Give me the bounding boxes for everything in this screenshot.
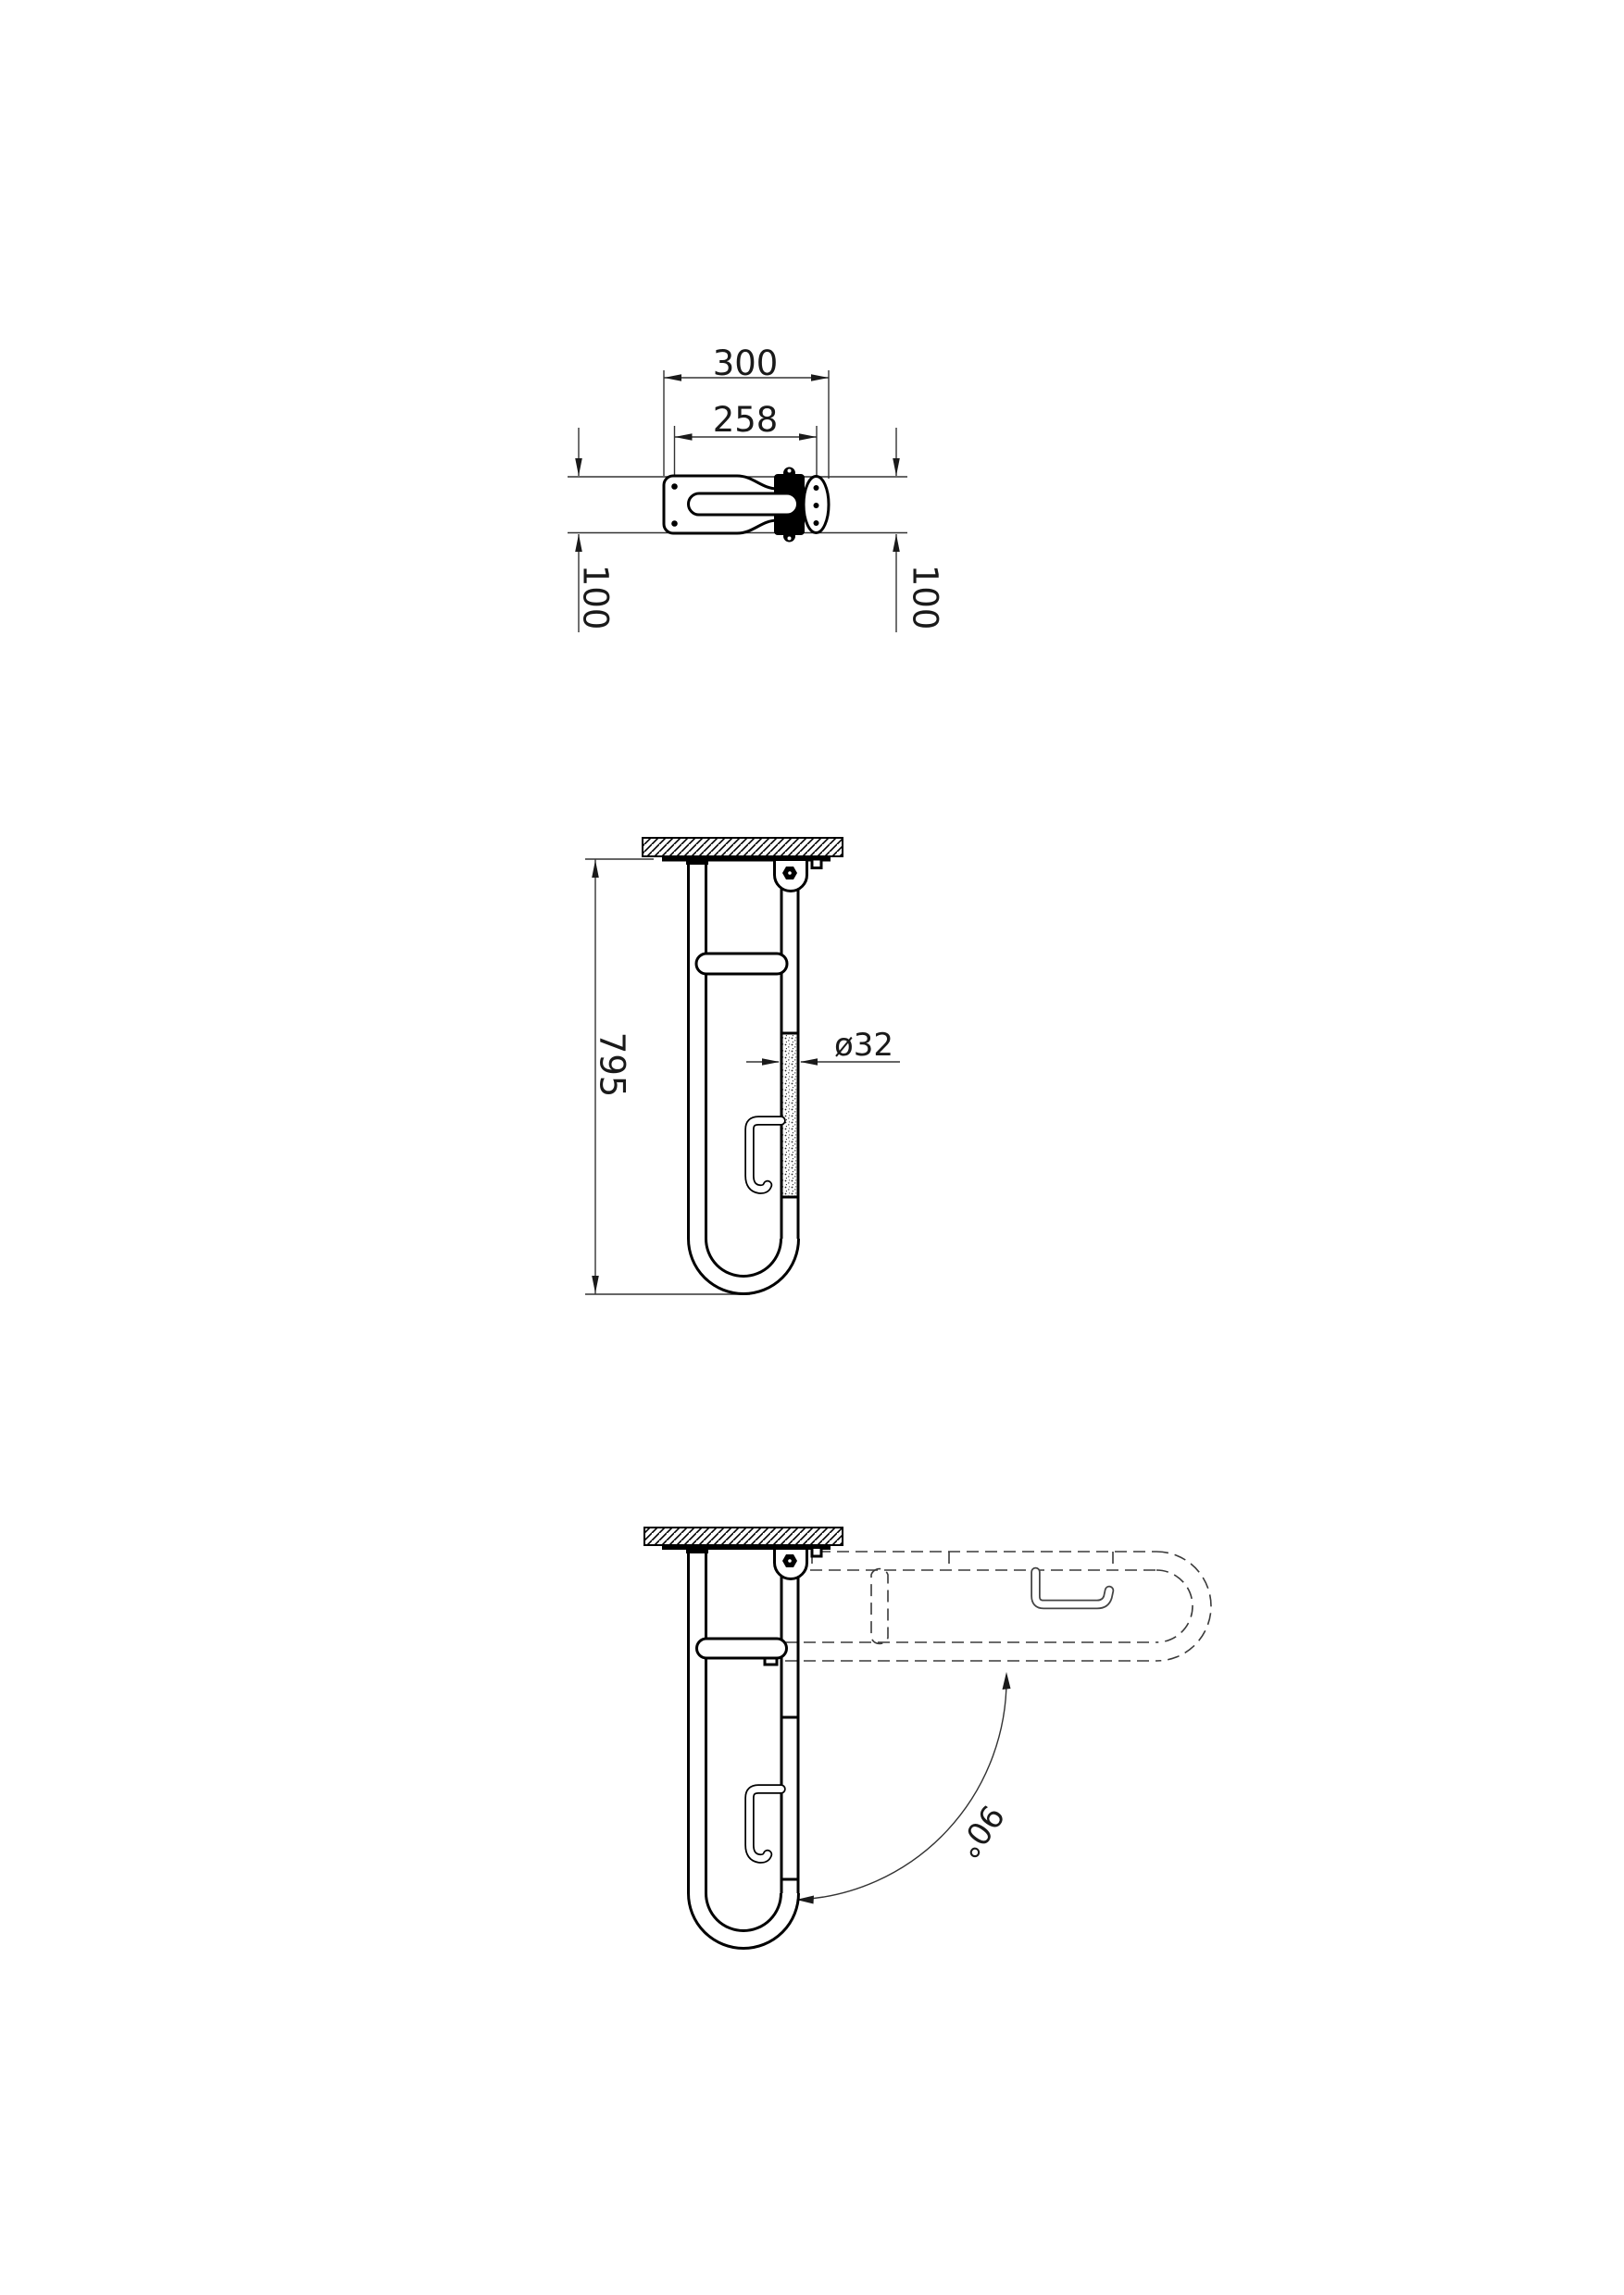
front-view-tubes — [689, 861, 799, 1294]
swing-view-ghost-hook — [1036, 1572, 1110, 1604]
swing-view-wall — [644, 1528, 843, 1545]
front-view-crossbar — [696, 954, 787, 974]
front-view-knurl-section — [781, 1033, 798, 1197]
top-view-width-label: 300 — [712, 343, 779, 383]
top-view-hinge-ear-dot-top — [788, 469, 792, 473]
swing-view-paper-hook — [750, 1790, 781, 1859]
front-view-paper-hook — [750, 1121, 781, 1190]
front-view-height-label: 795 — [592, 1031, 632, 1098]
front-view-folded — [585, 838, 900, 1294]
swing-view — [644, 1528, 1211, 1949]
swing-view-rotation-arc — [796, 1672, 1011, 1904]
swing-view-ghost-bar — [785, 1552, 1211, 1661]
top-view-inner-width-label: 258 — [712, 400, 779, 440]
top-view-slot — [689, 493, 798, 515]
swing-view-tubes — [689, 1550, 799, 1949]
swing-view-ghost-crossbar — [871, 1569, 888, 1644]
top-view-plate-hole-bottom — [814, 520, 819, 526]
top-view-plate-hole-top — [814, 485, 819, 491]
top-view-hinge-ear-dot-bottom — [788, 537, 792, 541]
swing-view-angle-label: 90° — [948, 1797, 1011, 1865]
swing-view-crossbar — [697, 1639, 787, 1658]
top-view — [568, 343, 945, 632]
top-view-depth-right-label: 100 — [905, 564, 945, 630]
top-view-depth-left-label: 100 — [575, 564, 616, 630]
swing-view-release-pin — [812, 1548, 821, 1557]
front-view-hinge — [775, 859, 822, 892]
front-view-release-pin — [812, 859, 821, 868]
front-view-diameter-label: ø32 — [833, 1027, 894, 1064]
top-view-plate-hole-middle — [814, 503, 819, 508]
top-view-bar-body — [664, 468, 829, 543]
swing-view-hinge — [775, 1548, 822, 1579]
front-view-wall — [643, 838, 843, 856]
top-view-hole-left-bottom — [671, 520, 678, 527]
top-view-hole-left-top — [671, 483, 678, 490]
